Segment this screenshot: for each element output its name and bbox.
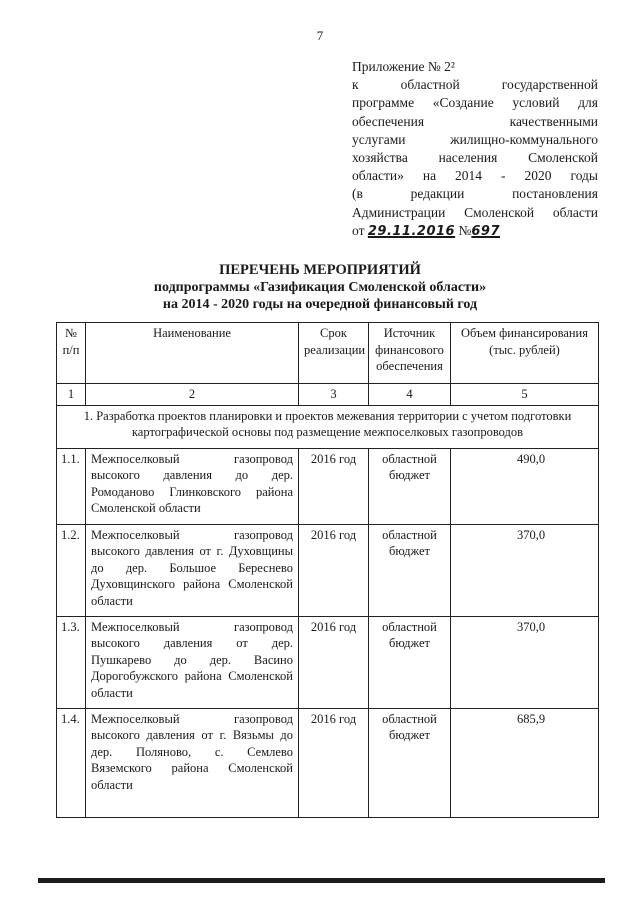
row-amount: 685,9 bbox=[451, 708, 599, 817]
handwritten-number: 697 bbox=[471, 223, 501, 239]
document-subtitle: подпрограммы «Газификация Смоленской области» bbox=[153, 280, 487, 295]
header-term: Срок реализации bbox=[299, 323, 369, 384]
row-source: областной бюджет bbox=[369, 616, 451, 708]
page-number: 7 bbox=[316, 28, 324, 43]
row-name: Межпоселковый газопровод высокого давления от дер. Пушкарево до дер. Васино Дорогобужского района Смоленской области bbox=[86, 616, 299, 708]
row-term: 2016 год bbox=[299, 616, 369, 708]
appendix-line-6: хозяйства населения Смоленской bbox=[352, 150, 598, 166]
row-source: областной бюджет bbox=[369, 524, 451, 616]
appendix-line-4: обеспечения качественными bbox=[352, 113, 598, 129]
appendix-line-5: услугами жилищно-коммунального bbox=[352, 131, 598, 147]
appendix-line-3: программе «Создание условий для bbox=[352, 95, 598, 111]
column-number: 4 bbox=[369, 384, 451, 406]
measures-table bbox=[56, 322, 599, 818]
appendix-line-1: Приложение № 2² bbox=[352, 59, 455, 74]
column-number: 3 bbox=[299, 384, 369, 406]
table-header-row bbox=[57, 323, 599, 384]
appendix-line-8: (в редакции постановления bbox=[352, 186, 598, 202]
column-number: 5 bbox=[451, 384, 599, 406]
appendix-line-9: Администрации Смоленской области bbox=[352, 204, 598, 220]
section-row bbox=[57, 405, 599, 448]
row-num: 1.4. bbox=[57, 708, 86, 817]
appendix-date-line bbox=[352, 222, 598, 241]
row-num: 1.1. bbox=[57, 448, 86, 524]
row-name: Межпоселковый газопровод высокого давления от г. Вязьмы до дер. Поляново, с. Семлево Вяземского района Смоленской области bbox=[86, 708, 299, 817]
column-number: 2 bbox=[86, 384, 299, 406]
date-prefix: от bbox=[352, 222, 365, 238]
row-name: Межпоселковый газопровод высокого давления от г. Духовщины до дер. Большое Береснево Духовщинского района Смоленской области bbox=[86, 524, 299, 616]
row-num: 1.3. bbox=[57, 616, 86, 708]
header-name: Наименование bbox=[86, 323, 299, 384]
row-amount: 490,0 bbox=[451, 448, 599, 524]
table-row bbox=[57, 448, 599, 524]
row-term: 2016 год bbox=[299, 708, 369, 817]
appendix-line-2: к областной государственной bbox=[352, 77, 598, 93]
row-num: 1.2. bbox=[57, 524, 86, 616]
row-term: 2016 год bbox=[299, 448, 369, 524]
handwritten-date: 29.11.2016 bbox=[367, 223, 456, 239]
header-amount: Объем финансирования (тыс. рублей) bbox=[451, 323, 599, 384]
table-row bbox=[57, 708, 599, 817]
column-number: 1 bbox=[57, 384, 86, 406]
appendix-block bbox=[352, 58, 598, 241]
table-row bbox=[57, 616, 599, 708]
number-prefix: № bbox=[458, 222, 472, 238]
header-source: Источник финансового обеспечения bbox=[369, 323, 451, 384]
bottom-rule bbox=[38, 878, 605, 883]
header-num: № п/п bbox=[57, 323, 86, 384]
row-amount: 370,0 bbox=[451, 524, 599, 616]
row-amount: 370,0 bbox=[451, 616, 599, 708]
column-numbers-row bbox=[57, 384, 599, 406]
appendix-line-7: области» на 2014 - 2020 годы bbox=[352, 168, 598, 184]
document-title: ПЕРЕЧЕНЬ МЕРОПРИЯТИЙ bbox=[219, 262, 421, 278]
document-period: на 2014 - 2020 годы на очередной финансовый год bbox=[162, 297, 478, 312]
row-term: 2016 год bbox=[299, 524, 369, 616]
row-source: областной бюджет bbox=[369, 708, 451, 817]
table-row bbox=[57, 524, 599, 616]
row-name: Межпоселковый газопровод высокого давления до дер. Ромоданово Глинковского района Смоленской области bbox=[86, 448, 299, 524]
row-source: областной бюджет bbox=[369, 448, 451, 524]
section-title: 1. Разработка проектов планировки и проектов межевания территории с учетом подготовки картографической основы под размещение межпоселковых газопроводов bbox=[57, 405, 599, 448]
